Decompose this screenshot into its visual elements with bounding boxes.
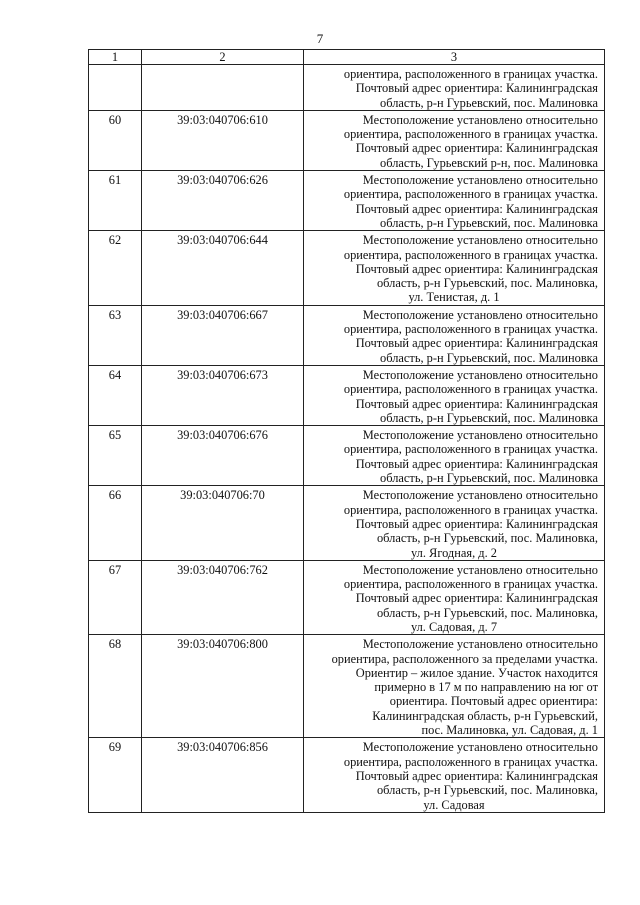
description-line: ориентира, расположенного в границах участка. [343,577,598,592]
description-line: Почтовый адрес ориентира: Калининградская [355,261,598,276]
cadastral-number: 39:03:040706:626 [142,171,304,231]
continuation-line: ориентира, расположенного в границах участка. [343,67,598,81]
cadastral-number: 39:03:040706:70 [142,486,304,560]
row-number: 60 [89,110,142,170]
description-line: Почтовый адрес ориентира: Калининградская [355,201,598,216]
description-line: область, Гурьевский р-н, пос. Малиновка [380,155,598,170]
description-line: Местоположение установлено относительно [362,637,598,652]
location-description [304,738,605,812]
description-line: Почтовый адрес ориентира: Калининградская [355,516,598,531]
table-row [89,305,605,365]
cadastral-number: 39:03:040706:673 [142,365,304,425]
location-description [304,635,605,738]
description-line: Местоположение установлено относительно [362,428,598,443]
description-line: Калининградская область, р-н Гурьевский, [372,708,598,723]
table-row [89,231,605,305]
description-line: ориентира, расположенного в границах участка. [343,322,598,337]
page-number: 7 [316,31,324,46]
location-description [304,426,605,486]
location-description [304,560,605,634]
continuation-line: Почтовый адрес ориентира: Калининградская [355,81,598,96]
table-row [89,365,605,425]
description-line: Почтовый адрес ориентира: Калининградская [355,336,598,351]
description-line: примерно в 17 м по направлению на юг от [374,680,598,695]
description-line: Местоположение установлено относительно [362,173,598,188]
description-line: пос. Малиновка, ул. Садовая, д. 1 [421,723,598,738]
location-description [304,171,605,231]
location-description [304,365,605,425]
description-line: Местоположение установлено относительно [362,112,598,127]
table-row [89,738,605,812]
description-line: ориентира. Почтовый адрес ориентира: [389,694,598,709]
description-line: область, р-н Гурьевский, пос. Малиновка [380,410,598,425]
description-line: ул. Ягодная, д. 2 [411,545,497,560]
table-row [89,426,605,486]
description-line: ориентира, расположенного в границах участка. [343,247,598,262]
cadastral-number: 39:03:040706:762 [142,560,304,634]
description-line: область, р-н Гурьевский, пос. Малиновка, [376,783,598,798]
table-row [89,171,605,231]
description-line: область, р-н Гурьевский, пос. Малиновка [380,471,598,486]
cadastral-number: 39:03:040706:856 [142,738,304,812]
table-header-row [89,50,605,65]
cadastral-number: 39:03:040706:610 [142,110,304,170]
description-line: Ориентир – жилое здание. Участок находится [355,665,598,680]
description-line: ориентира, расположенного за пределами участка. [331,651,598,666]
description-line: ориентира, расположенного в границах участка. [343,187,598,202]
description-line: Почтовый адрес ориентира: Калининградская [355,591,598,606]
description-line: ориентира, расположенного в границах участка. [343,442,598,457]
description-line: ориентира, расположенного в границах участка. [343,502,598,517]
location-description [304,486,605,560]
description-line: Почтовый адрес ориентира: Калининградская [355,141,598,156]
description-line: ул. Садовая [423,797,485,812]
row-number: 64 [89,365,142,425]
description-line: Местоположение установлено относительно [362,367,598,382]
description-line: Местоположение установлено относительно [362,307,598,322]
cadastral-number: 39:03:040706:800 [142,635,304,738]
location-description [304,305,605,365]
description-line: Почтовый адрес ориентира: Калининградская [355,768,598,783]
location-description [304,110,605,170]
description-line: область, р-н Гурьевский, пос. Малиновка, [376,531,598,546]
continuation-num-cell [89,65,142,111]
row-number: 68 [89,635,142,738]
description-line: ориентира, расположенного в границах участка. [343,127,598,142]
continuation-row [89,65,605,111]
description-line: ул. Садовая, д. 7 [410,619,498,634]
header-col-2: 2 [142,50,304,65]
description-line: ориентира, расположенного в границах участка. [343,754,598,769]
location-description [304,231,605,305]
description-line: Местоположение установлено относительно [362,562,598,577]
table-row [89,560,605,634]
continuation-line: область, р-н Гурьевский, пос. Малиновка [380,95,598,110]
row-number: 62 [89,231,142,305]
row-number: 63 [89,305,142,365]
cadastral-number: 39:03:040706:644 [142,231,304,305]
cadastral-number: 39:03:040706:676 [142,426,304,486]
row-number: 69 [89,738,142,812]
row-number: 67 [89,560,142,634]
continuation-desc-cell [304,65,605,111]
description-line: область, р-н Гурьевский, пос. Малиновка [380,215,598,230]
description-line: область, р-н Гурьевский, пос. Малиновка, [376,276,598,291]
table-row [89,110,605,170]
description-line: ул. Тенистая, д. 1 [408,290,500,305]
row-number: 65 [89,426,142,486]
description-line: ориентира, расположенного в границах участка. [343,382,598,397]
description-line: область, р-н Гурьевский, пос. Малиновка [380,350,598,365]
table-row [89,635,605,738]
header-col-1: 1 [89,50,142,65]
description-line: Почтовый адрес ориентира: Калининградская [355,396,598,411]
cadastral-number: 39:03:040706:667 [142,305,304,365]
description-line: Местоположение установлено относительно [362,233,598,248]
description-line: Местоположение установлено относительно [362,740,598,755]
row-number: 61 [89,171,142,231]
table-row [89,486,605,560]
row-number: 66 [89,486,142,560]
header-col-3: 3 [304,50,605,65]
land-plots-table [88,49,605,813]
description-line: область, р-н Гурьевский, пос. Малиновка, [376,605,598,620]
continuation-cad-cell [142,65,304,111]
description-line: Местоположение установлено относительно [362,488,598,503]
description-line: Почтовый адрес ориентира: Калининградская [355,456,598,471]
